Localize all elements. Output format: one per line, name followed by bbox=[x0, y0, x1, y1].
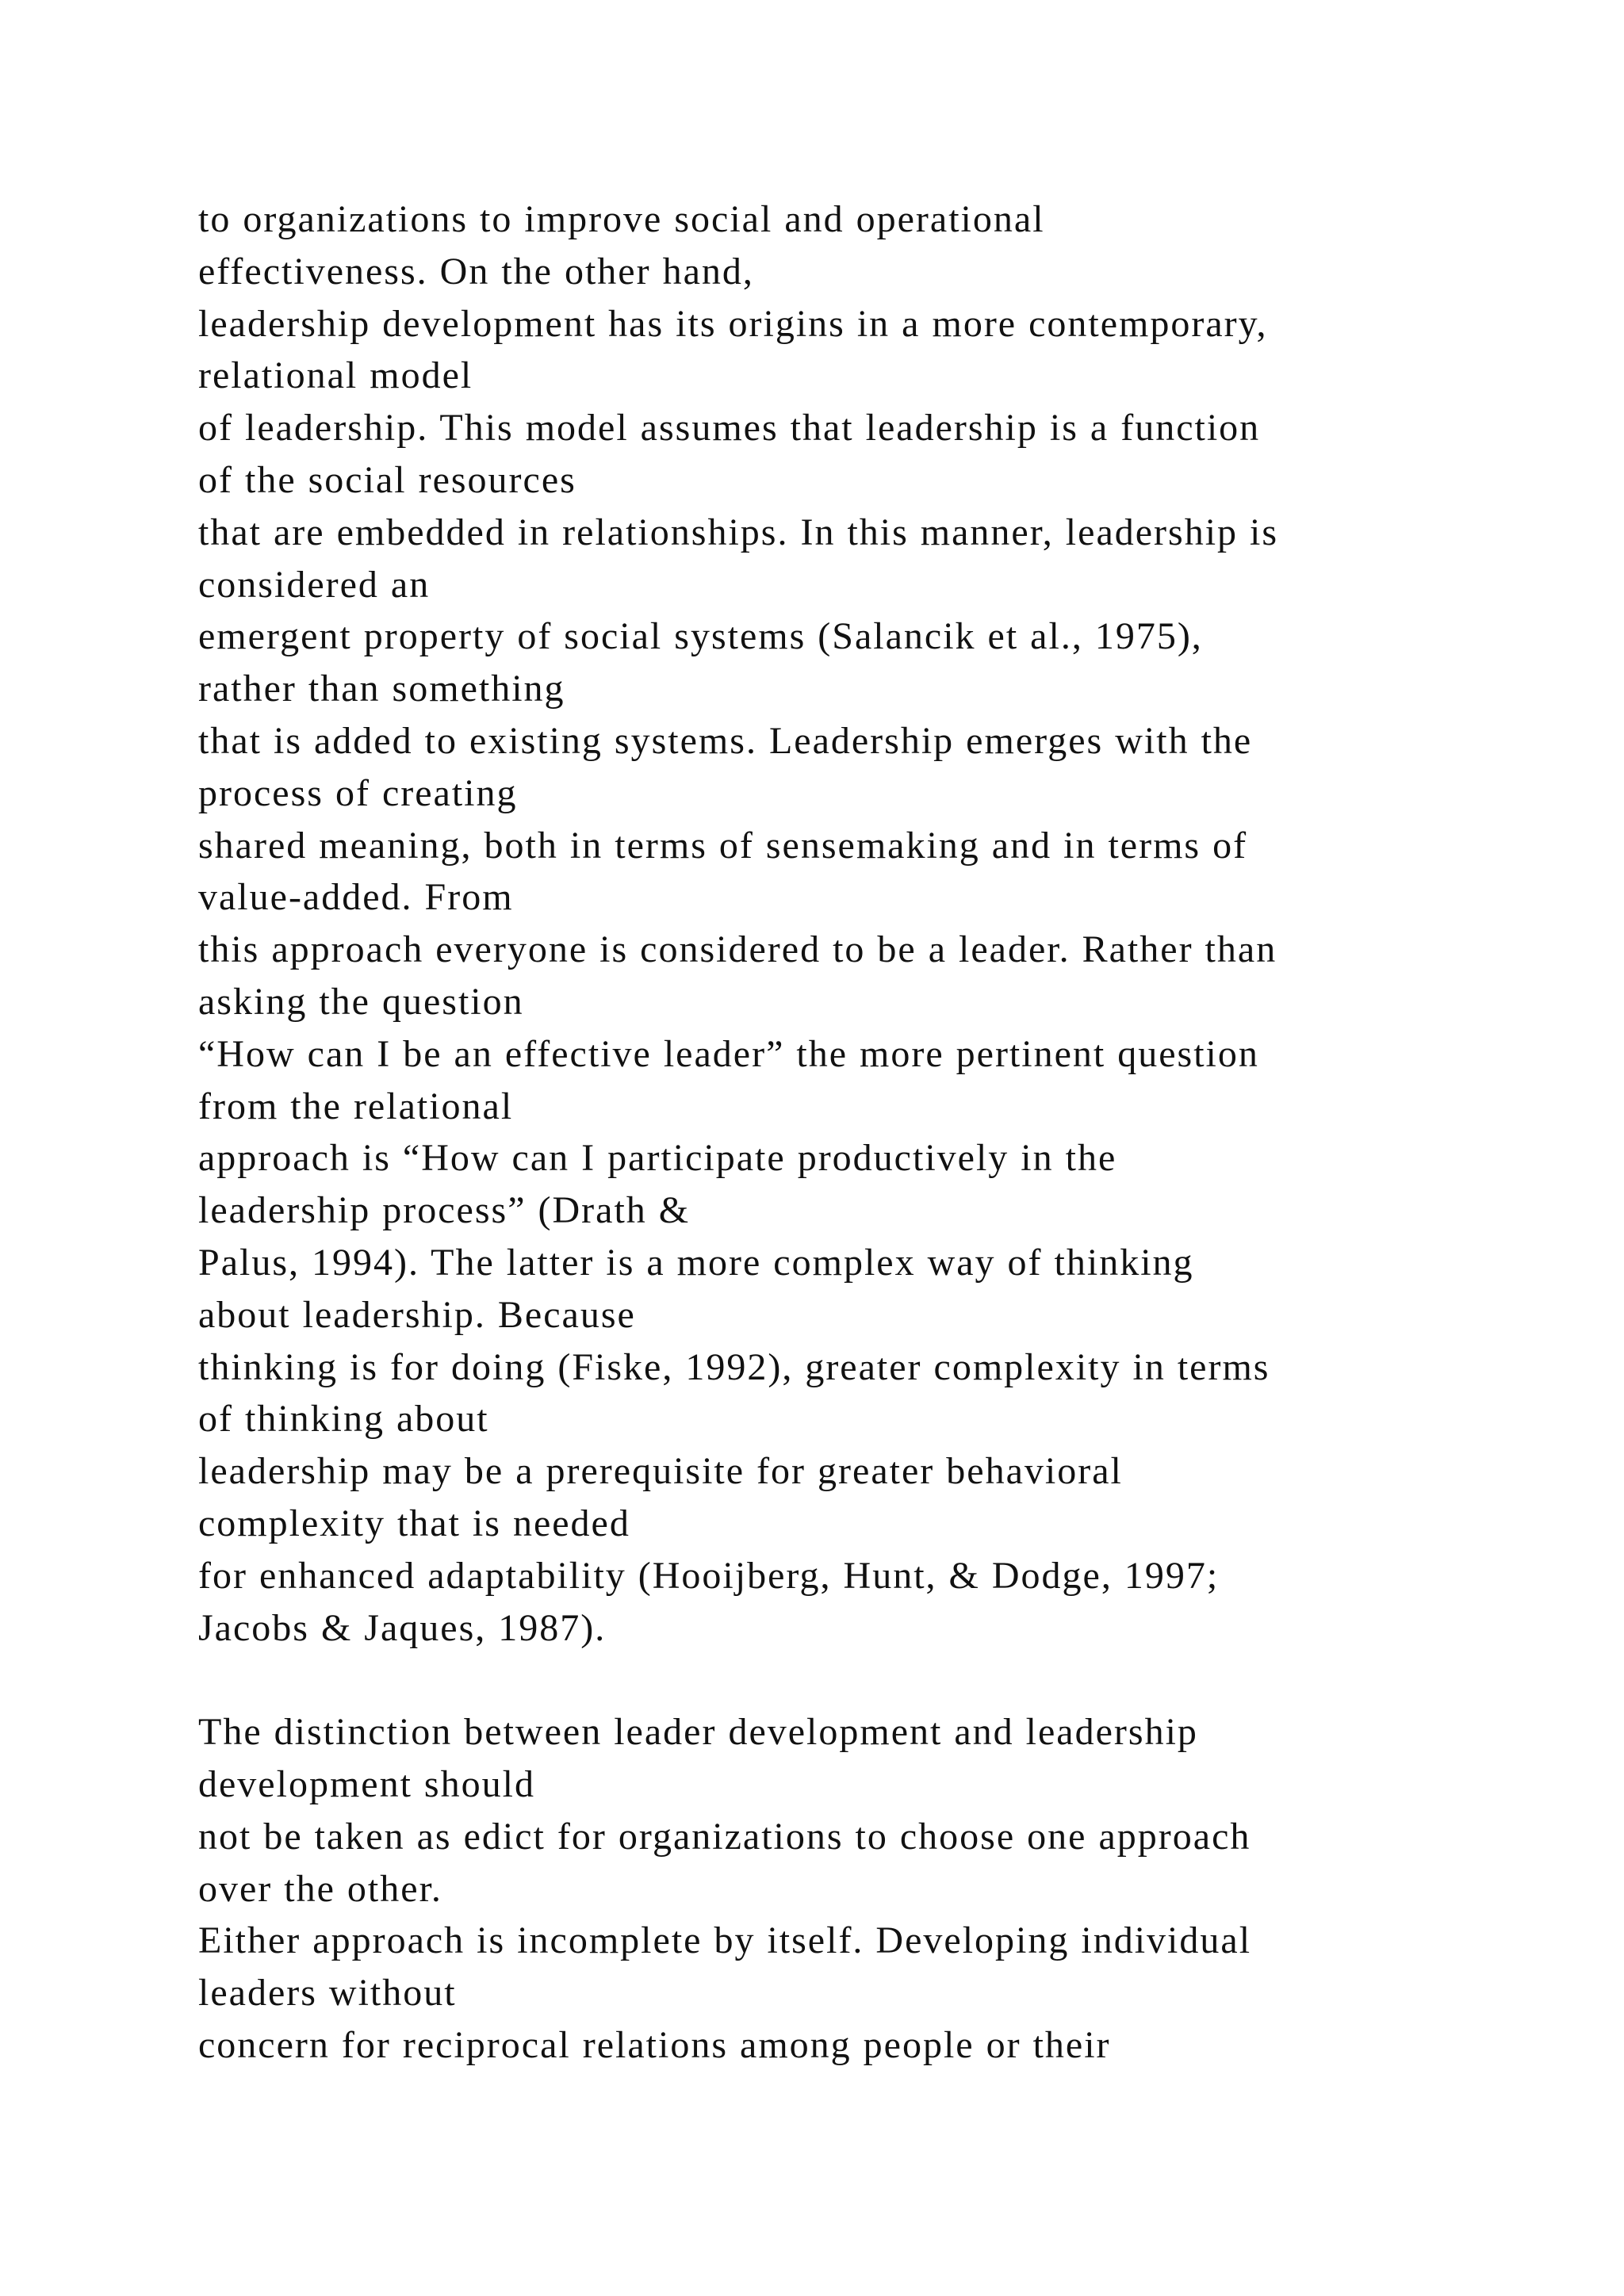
text-line: of leadership. This model assumes that leadership is a function bbox=[198, 407, 1261, 450]
text-line: The distinction between leader development and leadership bbox=[198, 1711, 1198, 1754]
text-line: to organizations to improve social and operational bbox=[198, 198, 1045, 240]
text-line: leaders without bbox=[198, 1972, 457, 2015]
paragraph-spacer bbox=[198, 1654, 1546, 1706]
text-line: leadership may be a prerequisite for greater behavioral bbox=[198, 1450, 1123, 1493]
text-line: emergent property of social systems (Salancik et al., 1975), bbox=[198, 615, 1203, 658]
text-line: this approach everyone is considered to be a leader. Rather than bbox=[198, 928, 1277, 971]
text-line: asking the question bbox=[198, 980, 524, 1023]
text-line: concern for reciprocal relations among people or their bbox=[198, 2023, 1111, 2066]
document-body bbox=[198, 193, 1546, 2072]
text-line: over the other. bbox=[198, 1867, 442, 1910]
text-line: of thinking about bbox=[198, 1398, 489, 1441]
text-line: Palus, 1994). The latter is a more complex way of thinking bbox=[198, 1241, 1194, 1284]
text-line: value-added. From bbox=[198, 876, 514, 919]
text-line: considered an bbox=[198, 563, 431, 606]
text-line: rather than something bbox=[198, 668, 565, 710]
text-line: leadership development has its origins in a more contemporary, bbox=[198, 302, 1268, 345]
text-line: not be taken as edict for organizations to choose one approach bbox=[198, 1815, 1251, 1858]
text-line: that are embedded in relationships. In this manner, leadership is bbox=[198, 511, 1279, 553]
text-line: process of creating bbox=[198, 771, 518, 814]
text-line: from the relational bbox=[198, 1085, 514, 1127]
text-line: relational model bbox=[198, 354, 473, 397]
text-line: Either approach is incomplete by itself. Developing individual bbox=[198, 1919, 1252, 1962]
text-line: development should bbox=[198, 1762, 535, 1805]
text-line: for enhanced adaptability (Hooijberg, Hunt, & Dodge, 1997; bbox=[198, 1554, 1220, 1597]
text-line: that is added to existing systems. Leadership emerges with the bbox=[198, 719, 1253, 762]
text-line: effectiveness. On the other hand, bbox=[198, 250, 754, 293]
text-line: complexity that is needed bbox=[198, 1502, 630, 1544]
text-line: approach is “How can I participate productively in the bbox=[198, 1137, 1117, 1180]
text-line: about leadership. Because bbox=[198, 1293, 636, 1336]
text-line: thinking is for doing (Fiske, 1992), greater complexity in terms bbox=[198, 1345, 1270, 1388]
text-line: leadership process” (Drath & bbox=[198, 1189, 691, 1232]
text-line: “How can I be an effective leader” the more pertinent question bbox=[198, 1032, 1259, 1075]
text-line: Jacobs & Jaques, 1987). bbox=[198, 1606, 607, 1649]
text-line: shared meaning, both in terms of sensemaking and in terms of bbox=[198, 824, 1248, 867]
paragraph-1 bbox=[198, 193, 1546, 1654]
paragraph-2 bbox=[198, 1706, 1546, 2072]
text-line: of the social resources bbox=[198, 458, 576, 501]
